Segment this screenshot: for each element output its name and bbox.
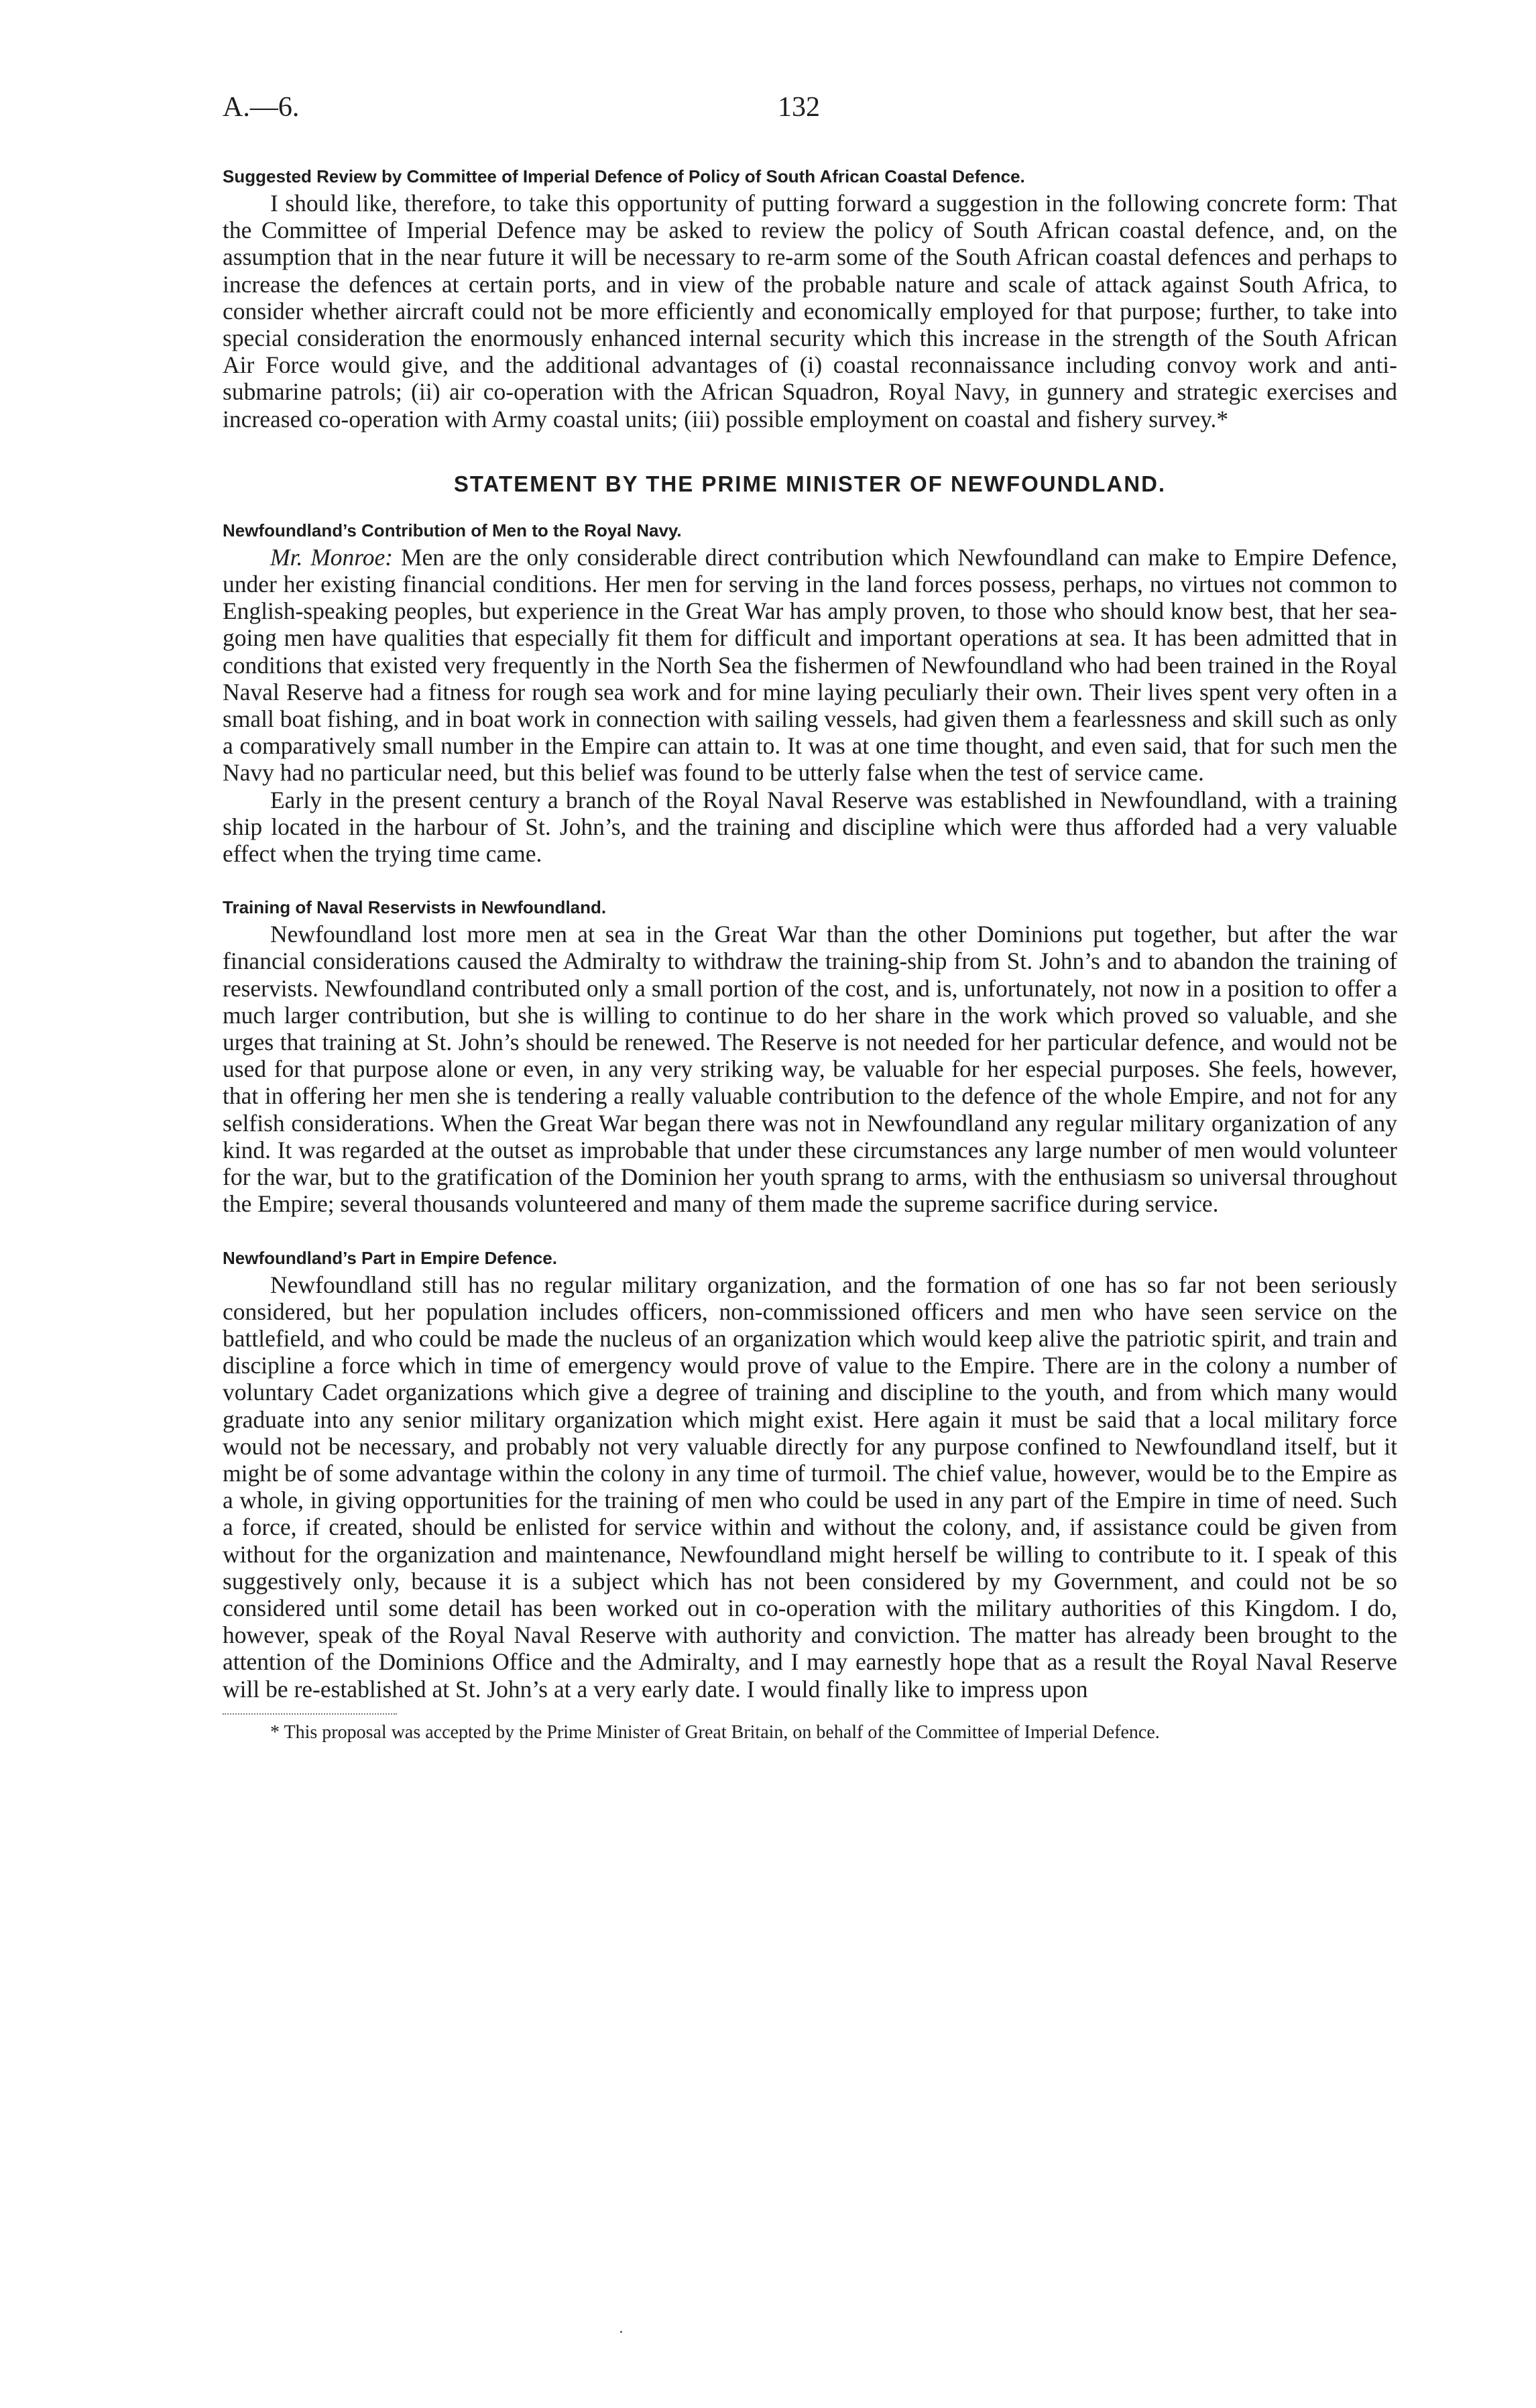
page-number: 132 xyxy=(778,92,820,123)
main-heading-newfoundland-statement: STATEMENT BY THE PRIME MINISTER OF NEWFOUNDLAND. xyxy=(453,471,1167,496)
section-heading-contribution-of-men: Newfoundland’s Contribution of Men to the Royal Navy. xyxy=(223,520,682,540)
paragraph-coastal-defence: I should like, therefore, to take this opportunity of putting forward a suggestion in the following concrete form: That the Committee of Imperial Defence may be asked to review the policy of South African coastal defence, and, on the assumption that in the near future it will be necessary to re-arm some of the South African coastal defences and perhaps to increase the defences at certain ports, and in view of the probable nature and scale of attack against South Africa, to consider whether aircraft could not be more efficiently and economically employed for that purpose; further, to take into special consideration the enormously enhanced internal security which this increase in the strength of the South African Air Force would give, and the additional advantages of (i) coastal reconnaissance including convoy work and anti-submarine patrols; (ii) air co-operation with the African Squadron, Royal Navy, in gunnery and strategic exercises and increased co-operation with Army coastal units; (iii) possible employment on coastal and fishery survey.* xyxy=(223,190,1397,433)
document-reference: A.—6. xyxy=(223,92,300,123)
paragraph-empire-defence: Newfoundland still has no regular military organization, and the formation of one has so far not been seriously considered, but her population includes officers, non-commissioned officers and men who have seen service on the battlefield, and who could be made the nucleus of an organization which would keep alive the patriotic spirit, and train and discipline a force which in time of emergency would prove of value to the Empire. There are in the colony a number of voluntary Cadet organizations which give a degree of training and discipline to the youth, and from which many would graduate into any senior military organization which might exist. Here again it must be said that a local military force would not be necessary, and probably not very valuable directly for any purpose confined to Newfoundland itself, but it might be of some advantage within the colony in any time of turmoil. The chief value, however, would be to the Empire as a whole, in giving opportunities for the training of men who could be used in any part of the Empire in time of need. Such a force, if created, should be enlisted for service within and without the colony, and, if assistance could be given from without for the organization and maintenance, Newfoundland might herself be willing to contribute to it. I speak of this suggestively only, because it is a subject which has not been considered by my Government, and could not be so considered until some detail has been worked out in co-operation with the military authorities of this Kingdom. I do, however, speak of the Royal Naval Reserve with authority and conviction. The matter has already been brought to the attention of the Dominions Office and the Admiralty, and I may earnestly hope that as a result the Royal Naval Reserve will be re-established at St. John’s at a very early date. I would finally like to impress upon xyxy=(223,1271,1397,1703)
page-speck xyxy=(620,2331,622,2333)
footnote: * This proposal was accepted by the Prime Minister of Great Britain, on behalf of the Committee of Imperial Defence. xyxy=(270,1721,1160,1743)
footnote-divider xyxy=(223,1713,397,1715)
section-heading-empire-defence: Newfoundland’s Part in Empire Defence. xyxy=(223,1247,557,1268)
paragraph-naval-reserve-history: Early in the present century a branch of the Royal Naval Reserve was established in Newfoundland, with a training ship located in the harbour of St. John’s, and the training and discipline which were thus afforded had a very valuable effect when the trying time came. xyxy=(223,786,1397,868)
speaker-name: Mr. Monroe: xyxy=(270,543,394,571)
paragraph-monroe-statement xyxy=(223,544,1397,787)
section-heading-coastal-defence: Suggested Review by Committee of Imperial Defence of Policy of South African Coastal Defence. xyxy=(223,166,1025,186)
section-heading-naval-reservists: Training of Naval Reservists in Newfoundland. xyxy=(223,897,607,918)
page-body xyxy=(223,163,1397,1743)
paragraph-text: Men are the only considerable direct contribution which Newfoundland can make to Empire Defence, under her existing financial conditions. Her men for serving in the land forces possess, perhaps, no virtues not common to English-speaking peoples, but experience in the Great War has amply proven, to those who should know best, that her sea-going men have qualities that especially fit them for difficult and important operations at sea. It has been admitted that in conditions that existed very frequently in the North Sea the fishermen of Newfoundland who had been trained in the Royal Naval Reserve had a fitness for rough sea work and for mine laying peculiarly their own. Their lives spent very often in a small boat fishing, and in boat work in connection with sailing vessels, had given them a fearlessness and skill such as only a comparatively small number in the Empire can attain to. It was at one time thought, and even said, that for such men the Navy had no particular need, but this belief was found to be utterly false when the test of service came. xyxy=(223,543,1398,787)
paragraph-naval-reservists: Newfoundland lost more men at sea in the Great War than the other Dominions put together, but after the war financial considerations caused the Admiralty to withdraw the training-ship from St. John’s and to abandon the training of reservists. Newfoundland contributed only a small portion of the cost, and is, unfortunately, not now in a position to offer a much larger contribution, but she is willing to continue to do her share in the work which proved so valuable, and she urges that training at St. John’s should be renewed. The Reserve is not needed for her particular defence, and would not be used for that purpose alone or even, in any very striking way, be valuable for her especial purposes. She feels, however, that in offering her men she is tendering a really valuable contribution to the defence of the whole Empire, and not for any selfish considerations. When the Great War began there was not in Newfoundland any regular military organization of any kind. It was regarded at the outset as improbable that under these circumstances any large number of men would volunteer for the war, but to the gratification of the Dominion her youth sprang to arms, with the enthusiasm so universal throughout the Empire; several thousands volunteered and many of them made the supreme sacrifice during service. xyxy=(223,921,1397,1218)
